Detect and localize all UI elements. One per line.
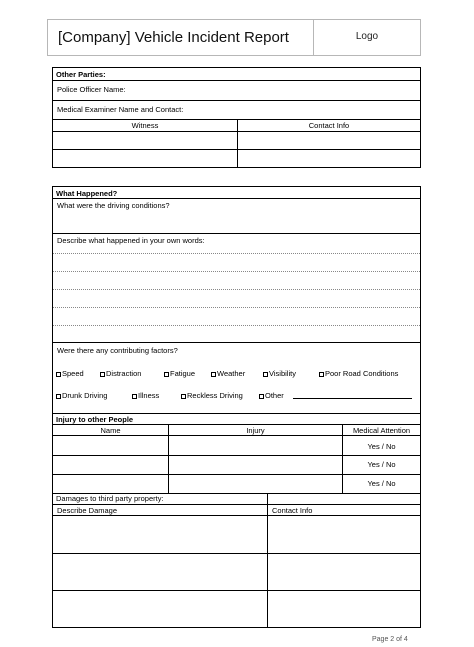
describe-damage-cell-2[interactable]	[53, 554, 267, 590]
factor-visibility-checkbox[interactable]	[263, 369, 296, 378]
police-officer-label: Police Officer Name:	[57, 85, 126, 94]
checkbox-icon	[56, 394, 61, 399]
medical-attention-yes-no-3[interactable]: Yes / No	[367, 479, 396, 488]
factor-poor-road-checkbox[interactable]	[319, 369, 398, 378]
checkbox-icon	[259, 394, 264, 399]
describe-damage-column-header: Describe Damage	[57, 506, 118, 515]
checkbox-icon	[100, 372, 105, 377]
what-happened-title: What Happened?	[56, 189, 118, 198]
logo-placeholder: Logo	[355, 31, 379, 42]
witness-contact-cell-1[interactable]	[238, 132, 420, 149]
factor-reckless-driving-checkbox[interactable]	[181, 391, 243, 400]
medical-attention-yes-no-2[interactable]: Yes / No	[367, 460, 396, 469]
witness-cell-1[interactable]	[53, 132, 237, 149]
checkbox-icon	[319, 372, 324, 377]
what-happened-section	[52, 186, 421, 628]
witness-cell-2[interactable]	[53, 150, 237, 167]
describe-damage-cell-3[interactable]	[53, 591, 267, 627]
medical-attention-column-header: Medical Attention	[352, 426, 411, 435]
describe-incident-label: Describe what happened in your own words:	[57, 236, 205, 245]
damage-contact-cell-1[interactable]	[268, 516, 420, 552]
factor-label: Illness	[138, 391, 160, 400]
checkbox-icon	[181, 394, 186, 399]
checkbox-icon	[263, 372, 268, 377]
factor-label: Speed	[62, 369, 84, 378]
factor-label: Reckless Driving	[187, 391, 243, 400]
injury-column-header: Injury	[246, 426, 265, 435]
factor-label: Distraction	[106, 369, 142, 378]
factor-distraction-checkbox[interactable]	[100, 369, 141, 378]
factor-label: Drunk Driving	[62, 391, 108, 400]
other-factor-line[interactable]	[293, 398, 412, 399]
checkbox-icon	[132, 394, 137, 399]
damages-contact-info-column-header: Contact Info	[272, 506, 313, 515]
factor-label: Fatigue	[170, 369, 196, 378]
checkbox-icon	[211, 372, 216, 377]
medical-attention-yes-no-1[interactable]: Yes / No	[367, 442, 396, 451]
other-parties-title: Other Parties:	[56, 70, 106, 79]
factor-illness-checkbox[interactable]	[132, 391, 159, 400]
report-title: [Company] Vehicle Incident Report	[58, 29, 289, 46]
damage-contact-cell-2[interactable]	[268, 554, 420, 590]
damage-contact-cell-3[interactable]	[268, 591, 420, 627]
factor-weather-checkbox[interactable]	[211, 369, 245, 378]
describe-incident-field[interactable]	[53, 247, 420, 341]
factor-drunk-driving-checkbox[interactable]	[56, 391, 107, 400]
page-number: Page 2 of 4	[372, 636, 408, 643]
other-parties-section	[52, 67, 421, 168]
describe-damage-cell-1[interactable]	[53, 516, 267, 552]
factor-other-checkbox[interactable]	[259, 391, 284, 400]
injury-name-column-header: Name	[100, 426, 121, 435]
driving-conditions-label: What were the driving conditions?	[57, 201, 170, 210]
report-header	[47, 19, 421, 56]
factor-label: Poor Road Conditions	[325, 369, 399, 378]
witness-column-header: Witness	[131, 121, 159, 130]
damages-title: Damages to third party property:	[56, 494, 164, 503]
factor-fatigue-checkbox[interactable]	[164, 369, 195, 378]
contact-info-column-header: Contact Info	[308, 121, 350, 130]
injury-title: Injury to other People	[56, 415, 134, 424]
contributing-factors-label: Were there any contributing factors?	[57, 346, 178, 355]
medical-examiner-label: Medical Examiner Name and Contact:	[57, 105, 184, 114]
witness-contact-cell-2[interactable]	[238, 150, 420, 167]
factor-label: Weather	[217, 369, 246, 378]
factor-speed-checkbox[interactable]	[56, 369, 84, 378]
factor-label: Other	[265, 391, 284, 400]
checkbox-icon	[164, 372, 169, 377]
checkbox-icon	[56, 372, 61, 377]
driving-conditions-field[interactable]	[53, 211, 420, 233]
factor-label: Visibility	[269, 369, 296, 378]
